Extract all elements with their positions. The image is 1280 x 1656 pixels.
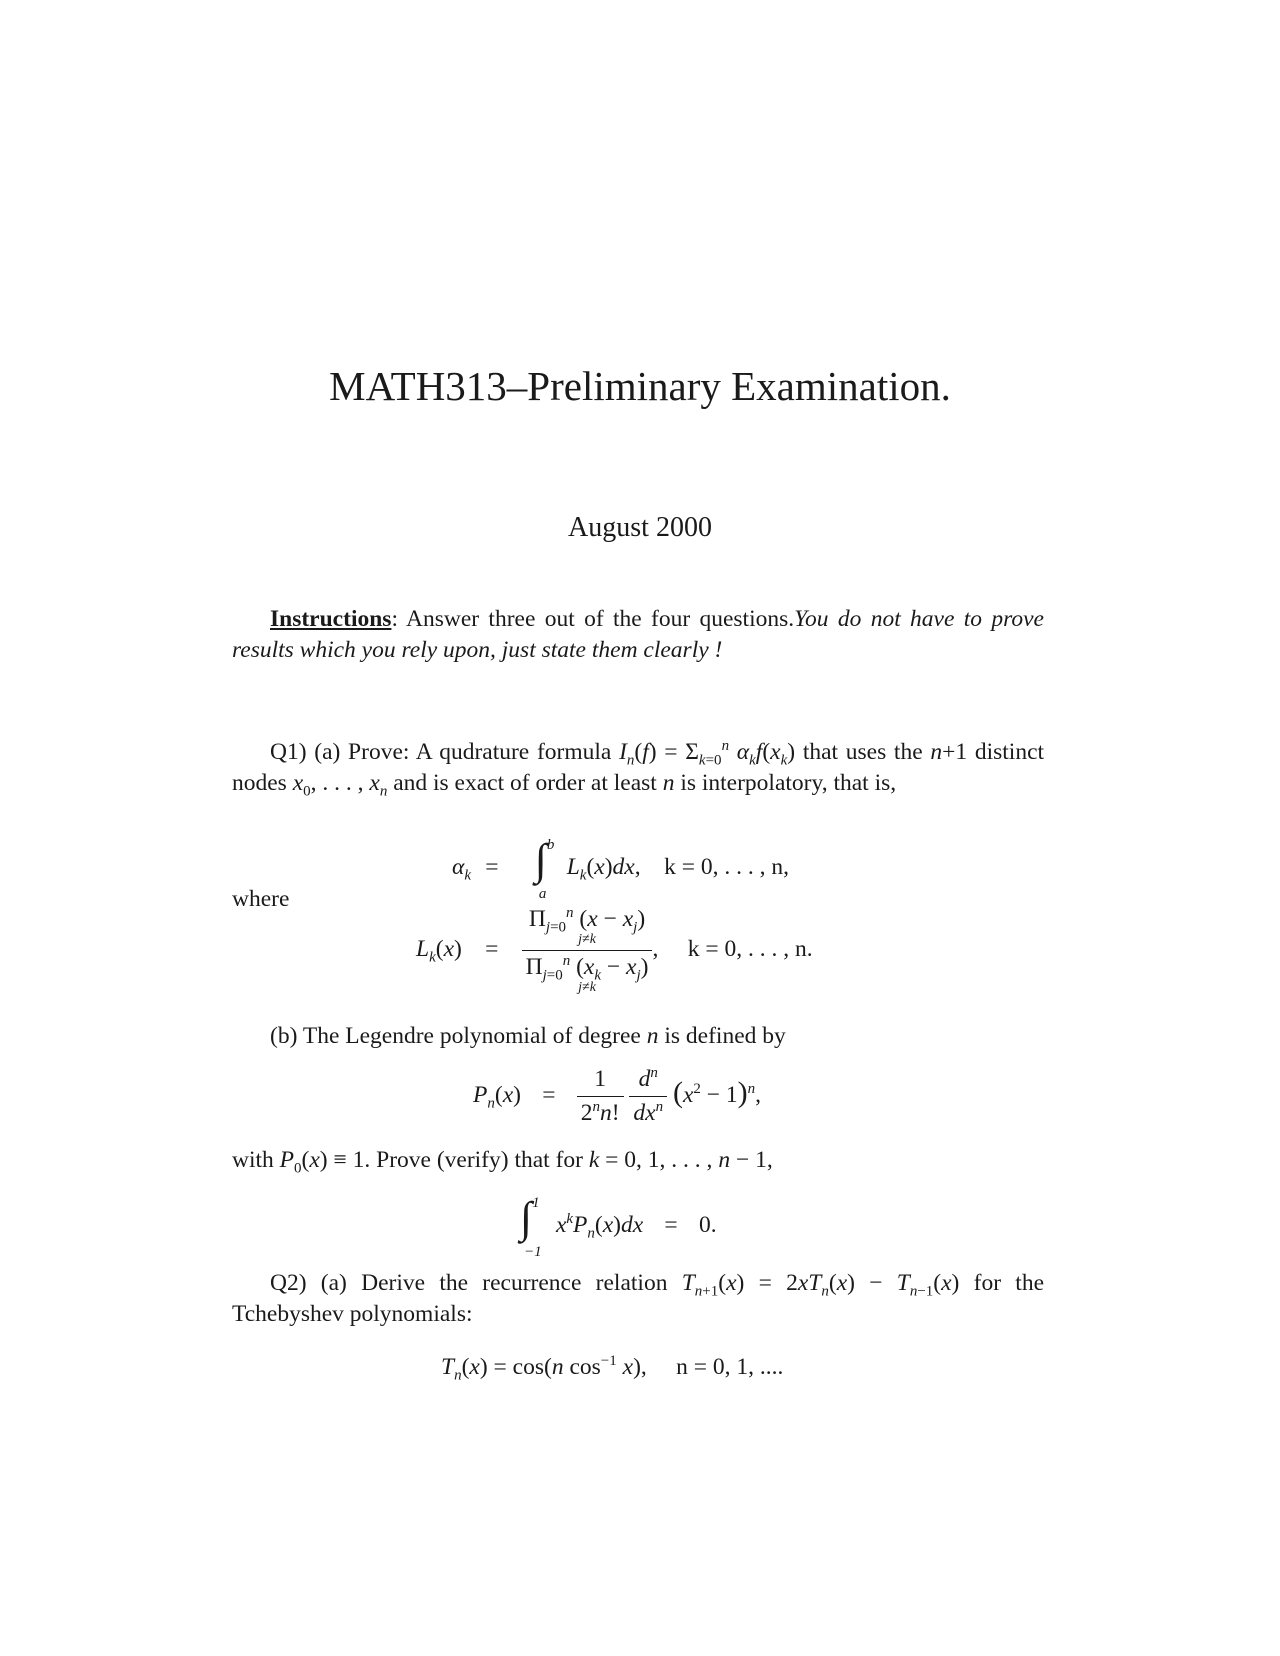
q1b-with-paragraph: with $P_0(x) \equiv 1$. Prove (verify) that for k = 0, 1, . . . , n − 1, xyxy=(232,1147,773,1177)
q1-paragraph: Q1) (a) Prove: A qudrature formula $I_n(f) = \Sigma_{k=0}^n$ $\alpha_kf(x_k)$ that uses the n+1 distinct nodes $x_0$, . . . , $x_n$ and is exact of order at least n is interpolatory, that is, xyxy=(232,738,1045,800)
q1-nodes-a: distinct nodes xyxy=(232,739,1045,796)
equation-chebyshev: $T_n(x) = \cos(n$ $\cos^{-1} x$), n = 0, 1, .... xyxy=(441,1353,784,1384)
q1-nodes-b: and is exact of order at least xyxy=(393,770,657,796)
q1b-text: (b) The Legendre polynomial of degree xyxy=(270,1023,641,1049)
instructions-text: : Answer three out of the four questions. xyxy=(391,606,795,632)
exam-date: August 2000 xyxy=(568,512,712,543)
q1b-with2: . Prove (verify) that for xyxy=(364,1147,583,1173)
q1-where: where xyxy=(232,886,290,912)
exam-title: MATH313–Preliminary Examination. xyxy=(329,363,951,409)
chebyshev-tail: n = 0, 1, .... xyxy=(676,1354,784,1380)
q2-suffix: for the Tchebyshev polynomials: xyxy=(232,1270,1045,1327)
equation-lagrange: $L_k(x)$ = $\Pi_{j=0}^n$ $(x - x_j)$ j≠k $\Pi_{j=0}^n$ $(x_k - x_j)$ j≠k , k = 0, . . . , n. xyxy=(416,905,813,995)
q2-prefix: Q2) (a) Derive the recurrence relation xyxy=(270,1270,668,1296)
equation-legendre: $P_n(x)$ = $\frac{1}{2^nn!}$ $\frac{d^n}{dx^n}$ $(x^2 - 1)^n$, xyxy=(473,1065,762,1126)
equation-orthogonality: ∫ 1 −1 $x^kP_n(x)dx = 0$. xyxy=(520,1193,717,1260)
q1b-paragraph: (b) The Legendre polynomial of degree n is defined by xyxy=(270,1023,786,1049)
q1-mid: that uses the xyxy=(802,739,923,765)
instructions-label: Instructions xyxy=(270,606,392,632)
q1b-with: with xyxy=(232,1147,274,1173)
equation-alpha: $\alpha_k$ = ∫ b a $L_k(x)dx$, k = 0, . . . , n, xyxy=(452,835,789,902)
instructions-paragraph xyxy=(232,604,1044,666)
q1b-text2: is defined by xyxy=(664,1023,786,1049)
alpha-tail: k = 0, . . . , n, xyxy=(664,854,789,880)
cheb-T: T xyxy=(441,1354,455,1380)
orthogonality-result: 0. xyxy=(698,1212,717,1238)
q2-paragraph: Q2) (a) Derive the recurrence relation $T_{n+1}(x) = 2xT_n(x) - T_{n-1}(x)$ for the Tchebyshev polynomials: xyxy=(232,1270,1045,1327)
q1-prefix: Q1) (a) Prove: A qudrature formula xyxy=(270,739,612,765)
instructions-italic: You do not have to prove results which you rely upon, just state them clearly ! xyxy=(232,606,1044,663)
lagrange-tail: k = 0, . . . , n. xyxy=(687,935,813,962)
q1-that-is: that is, xyxy=(833,770,897,796)
q1-nodes-c: is interpolatory, xyxy=(680,770,828,796)
